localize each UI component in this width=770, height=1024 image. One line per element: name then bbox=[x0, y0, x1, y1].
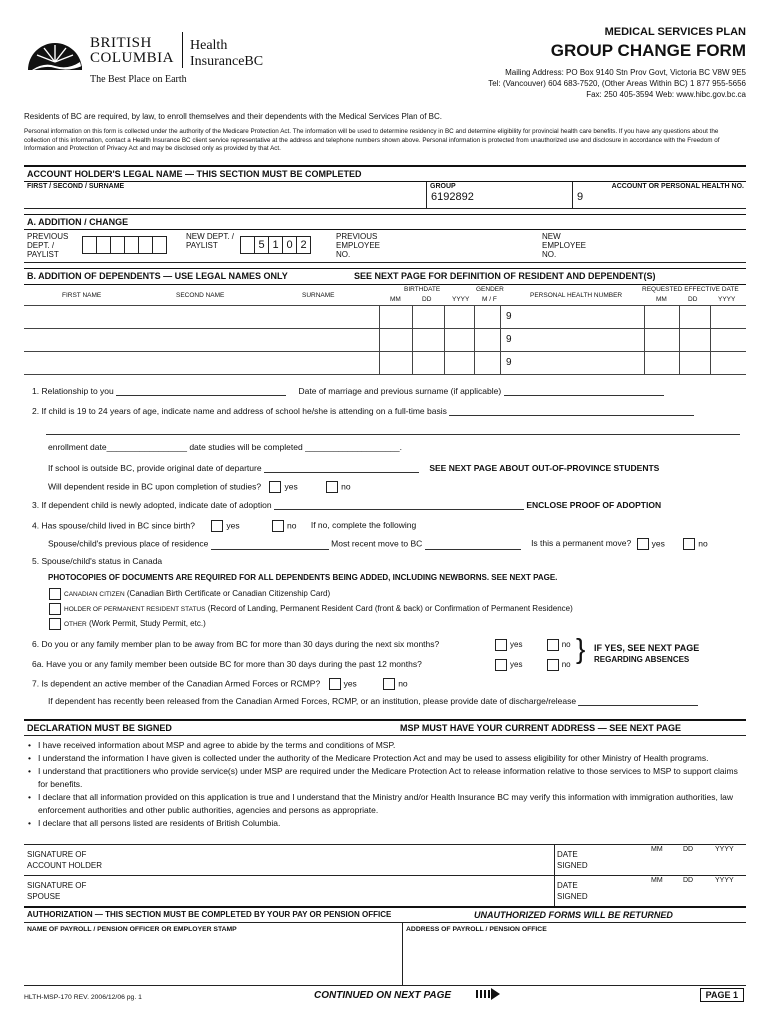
new-dept-digit[interactable] bbox=[241, 237, 255, 254]
col-first-name: FIRST NAME bbox=[62, 292, 102, 299]
outside-label: If school is outside BC, provide original date of departure bbox=[48, 463, 262, 473]
q7-no-checkbox[interactable] bbox=[383, 678, 395, 690]
other-label: OTHER bbox=[64, 621, 87, 629]
col-dd: DD bbox=[422, 296, 432, 303]
adoption-proof-note: ENCLOSE PROOF OF ADOPTION bbox=[526, 500, 662, 510]
telephone: Tel: (Vancouver) 604 683-7520, (Other Areas Within BC) 1 877 955-5656 bbox=[488, 79, 746, 88]
phn-label: ACCOUNT OR PERSONAL HEALTH NO. bbox=[611, 183, 744, 190]
previous-residence bbox=[48, 538, 742, 550]
col-second-name: SECOND NAME bbox=[176, 292, 225, 299]
reside-yes-checkbox[interactable] bbox=[269, 481, 281, 493]
group-label: GROUP bbox=[430, 183, 456, 190]
reside-no-checkbox[interactable] bbox=[326, 481, 338, 493]
phn-field[interactable] bbox=[572, 182, 747, 208]
photocopies-note: PHOTOCOPIES OF DOCUMENTS ARE REQUIRED FOR ALL DEPENDENTS BEING ADDED, INCLUDING NEWBORNS. SEE NEXT PAGE. bbox=[48, 573, 558, 582]
sig-holder-label: SIGNATURE OF ACCOUNT HOLDER bbox=[27, 850, 102, 870]
dependent-row[interactable] bbox=[24, 306, 746, 329]
q2-school bbox=[32, 406, 744, 416]
prev-place-input[interactable] bbox=[211, 549, 329, 550]
col-gender: GENDER bbox=[476, 286, 504, 293]
date-signed-label: DATE SIGNED bbox=[557, 850, 588, 870]
q4-label: 4. Has spouse/child lived in BC since birth? bbox=[32, 520, 195, 531]
yes-label: yes bbox=[510, 660, 523, 670]
spouse-signature-field[interactable] bbox=[124, 876, 554, 906]
col-req-yyyy: YYYY bbox=[718, 296, 736, 303]
col-yyyy: YYYY bbox=[452, 296, 470, 303]
privacy-notice: Personal information on this form is collected under the authority of the Medicare Protection Act. The information will be used to determine residency in BC and determine eligibility for provincial health care benefits. If you have any questions about the collection of this information, contact a Health Insurance BC client service representative at the address and telephone numbers shown above. Personal information is protected from unauthorized use and disclosure in accordance with the Freedom of Information and Protection of Privacy Act and may be disclosed only as provided by that Act. bbox=[24, 128, 720, 152]
new-dept-digit[interactable]: 1 bbox=[269, 237, 283, 254]
form-code: HLTH-MSP-170 REV. 2006/12/06 pg. 1 bbox=[24, 994, 142, 1001]
declaration-item: • I declare that all information provided on this application is true and I understand that the Ministry and/or Health Insurance BC may verify this information with immigration authorities, law enforcement authorities and other public authorities, agencies and persons as appropriate. bbox=[38, 791, 746, 817]
payroll-officer-field[interactable] bbox=[24, 923, 402, 985]
plan-name: MEDICAL SERVICES PLAN bbox=[604, 26, 746, 38]
pr-checkbox[interactable] bbox=[49, 603, 61, 615]
name-label: FIRST / SECOND / SURNAME bbox=[27, 183, 125, 190]
q6a-label: 6a. Have you or any family member been outside BC for more than 30 days during the past 12 months? bbox=[32, 659, 422, 669]
form-title: GROUP CHANGE FORM bbox=[550, 41, 746, 60]
dd-label: DD bbox=[683, 877, 694, 884]
phn-value: 9 bbox=[577, 191, 584, 203]
q6a-options bbox=[492, 659, 571, 671]
dd-label: DD bbox=[683, 846, 694, 853]
reside-question bbox=[48, 481, 351, 493]
bc-logo bbox=[24, 30, 304, 90]
no-label: no bbox=[341, 481, 351, 492]
dependent-phn[interactable]: 9 bbox=[506, 311, 512, 322]
new-dept-digit[interactable]: 2 bbox=[297, 237, 311, 254]
school-input-line2[interactable] bbox=[46, 434, 740, 435]
payroll-address-field[interactable] bbox=[402, 923, 747, 985]
holder-signature-field[interactable] bbox=[124, 845, 554, 875]
dependent-row[interactable] bbox=[24, 352, 746, 375]
yes-label: yes bbox=[226, 520, 240, 531]
marriage-date-input[interactable] bbox=[504, 395, 664, 396]
logo-line2: COLUMBIA bbox=[90, 50, 175, 66]
declaration-list bbox=[24, 739, 746, 830]
holder-date-field[interactable] bbox=[554, 845, 747, 875]
permanent-yes-checkbox[interactable] bbox=[637, 538, 649, 550]
yes-label: yes bbox=[651, 538, 665, 549]
account-header: ACCOUNT HOLDER'S LEGAL NAME — THIS SECTION MUST BE COMPLETED bbox=[24, 165, 746, 182]
account-name-field[interactable] bbox=[24, 194, 424, 208]
section-a-header: A. ADDITION / CHANGE bbox=[24, 214, 746, 230]
spouse-date-field[interactable] bbox=[554, 876, 747, 906]
declaration-header: DECLARATION MUST BE SIGNED bbox=[27, 723, 172, 733]
new-dept-cells[interactable] bbox=[240, 236, 311, 254]
no-label: no bbox=[286, 520, 297, 531]
other-checkbox[interactable] bbox=[49, 618, 61, 630]
q6-label: 6. Do you or any family member plan to be away from BC for more than 30 days during the next six months? bbox=[32, 639, 440, 649]
fax-web: Fax: 250 405-3594 Web: www.hibc.gov.bc.ca bbox=[586, 90, 746, 99]
declaration-item: • I declare that all persons listed are residents of British Columbia. bbox=[38, 817, 746, 830]
q1-label: 1. Relationship to you bbox=[32, 386, 114, 396]
q7-label: 7. Is dependent an active member of the Canadian Armed Forces or RCMP? bbox=[32, 678, 321, 689]
continued-note: CONTINUED ON NEXT PAGE bbox=[314, 990, 452, 1001]
no-label: no bbox=[561, 640, 571, 650]
declaration-item: • I understand the information I have given is collected under the authority of the Medicare Protection Act and may be used to assess eligibility for other Ministry of Health programs. bbox=[38, 752, 746, 765]
q5-label: 5. Spouse/child's status in Canada bbox=[32, 556, 163, 566]
q6-yes-checkbox[interactable] bbox=[495, 639, 507, 651]
arrow-right-icon bbox=[476, 988, 500, 1000]
permanent-no-checkbox[interactable] bbox=[683, 538, 695, 550]
dependents-table bbox=[24, 305, 746, 375]
address-note: MSP MUST HAVE YOUR CURRENT ADDRESS — SEE NEXT PAGE bbox=[400, 723, 682, 733]
absences-note-2: REGARDING ABSENCES bbox=[594, 655, 690, 664]
mailing-address: Mailing Address: PO Box 9140 Stn Prov Govt, Victoria BC V8W 9E5 bbox=[505, 68, 746, 77]
no-label: no bbox=[398, 678, 408, 689]
holder-signature-row bbox=[24, 845, 746, 876]
new-emp-label: NEW EMPLOYEE NO. bbox=[542, 232, 587, 259]
payroll-name-label: NAME OF PAYROLL / PENSION OFFICER OR EMPLOYER STAMP bbox=[27, 926, 237, 933]
discharge-label: If dependent has recently been released from the Canadian Armed Forces, RCMP, or an institution, please provide date of discharge/release bbox=[48, 696, 577, 706]
citizen-label: CANADIAN CITIZEN bbox=[64, 591, 125, 599]
logo-tagline: The Best Place on Earth bbox=[90, 74, 187, 85]
group-field[interactable] bbox=[426, 182, 572, 208]
no-label: no bbox=[698, 538, 708, 549]
dependent-phn[interactable]: 9 bbox=[506, 357, 512, 368]
pr-label: HOLDER OF PERMANENT RESIDENT STATUS bbox=[64, 606, 206, 614]
status-other bbox=[46, 618, 206, 630]
q2-label: 2. If child is 19 to 24 years of age, indicate name and address of school he/she is attending on a full-time basis bbox=[32, 406, 447, 416]
recent-move-label: Most recent move to BC bbox=[331, 538, 423, 549]
yes-label: yes bbox=[284, 481, 298, 492]
sig-spouse-label: SIGNATURE OF SPOUSE bbox=[27, 881, 87, 901]
q4-lived-in-bc bbox=[32, 520, 416, 532]
logo-insurance: InsuranceBC bbox=[190, 54, 264, 69]
reside-label: Will dependent reside in BC upon completion of studies? bbox=[48, 481, 262, 492]
departure-input[interactable] bbox=[264, 472, 419, 473]
group-value: 6192892 bbox=[431, 191, 474, 203]
new-dept-label: NEW DEPT. / PAYLIST bbox=[186, 232, 235, 250]
discharge-date bbox=[48, 696, 742, 706]
new-dept-digit[interactable]: 5 bbox=[255, 237, 269, 254]
q4-no-checkbox[interactable] bbox=[272, 520, 284, 532]
discharge-input[interactable] bbox=[578, 705, 698, 706]
q7-armed-forces bbox=[32, 678, 408, 690]
q6-away bbox=[32, 639, 439, 649]
citizen-checkbox[interactable] bbox=[49, 588, 61, 600]
q7-yes-checkbox[interactable] bbox=[329, 678, 341, 690]
status-permanent-resident bbox=[46, 603, 573, 615]
prev-emp-field[interactable] bbox=[389, 234, 539, 258]
sun-logo-icon bbox=[24, 32, 86, 72]
q4b-label: If no, complete the following bbox=[310, 520, 417, 531]
page-number: PAGE 1 bbox=[700, 988, 744, 1002]
yes-label: yes bbox=[510, 640, 523, 650]
citizen-docs: (Canadian Birth Certificate or Canadian Citizenship Card) bbox=[124, 589, 331, 599]
q1-relationship bbox=[32, 386, 664, 396]
declaration-item: • I understand that practitioners who provide service(s) under MSP are required under the Medicare Protection Act to release information relative to those services to MSP to support claims for benefits. bbox=[38, 765, 746, 791]
dependent-row[interactable] bbox=[24, 329, 746, 352]
date-signed-label: DATE SIGNED bbox=[557, 881, 588, 901]
other-docs: (Work Permit, Study Permit, etc.) bbox=[86, 619, 206, 629]
absences-note-1: IF YES, SEE NEXT PAGE bbox=[594, 643, 700, 653]
see-next-definition: SEE NEXT PAGE FOR DEFINITION OF RESIDENT AND DEPENDENT(S) bbox=[354, 271, 656, 281]
prev-dept-cells[interactable] bbox=[82, 236, 167, 254]
school-input[interactable] bbox=[449, 415, 694, 416]
adoption-date-input[interactable] bbox=[274, 509, 524, 510]
logo-divider bbox=[182, 32, 183, 68]
q3-label: 3. If dependent child is newly adopted, indicate date of adoption bbox=[32, 500, 272, 510]
declaration-item: • I have received information about MSP and agree to abide by the terms and conditions of MSP. bbox=[38, 739, 746, 752]
section-b-header: B. ADDITION OF DEPENDENTS — USE LEGAL NAMES ONLY bbox=[27, 271, 288, 281]
logo-health: Health bbox=[190, 38, 228, 53]
status-citizen bbox=[46, 588, 330, 600]
col-surname: SURNAME bbox=[302, 292, 335, 299]
q6-options bbox=[492, 639, 571, 651]
new-emp-field[interactable] bbox=[596, 234, 744, 258]
authorization-header: AUTHORIZATION — THIS SECTION MUST BE COMPLETED BY YOUR PAY OR PENSION OFFICE bbox=[27, 910, 392, 919]
residents-note: Residents of BC are required, by law, to enroll themselves and their dependents with the Medical Services Plan of BC. bbox=[24, 112, 442, 121]
spouse-signature-row bbox=[24, 876, 746, 908]
form-page bbox=[24, 22, 746, 1007]
prev-emp-label: PREVIOUS EMPLOYEE NO. bbox=[336, 232, 381, 259]
pr-docs: (Record of Landing, Permanent Resident Card (front & back) or Confirmation of Permanent Residence) bbox=[205, 604, 573, 614]
col-req-dd: DD bbox=[688, 296, 698, 303]
dependent-phn[interactable]: 9 bbox=[506, 334, 512, 345]
q3-adoption bbox=[32, 500, 661, 510]
brace-icon: } bbox=[576, 633, 586, 664]
q6a-no-checkbox[interactable] bbox=[547, 659, 559, 671]
q5-status bbox=[32, 556, 162, 566]
yyyy-label: YYYY bbox=[715, 846, 734, 853]
mm-label: MM bbox=[651, 877, 663, 884]
q1b-label: Date of marriage and previous surname (if applicable) bbox=[298, 386, 502, 396]
col-req-mm: MM bbox=[656, 296, 667, 303]
relationship-input[interactable] bbox=[116, 395, 286, 396]
q4-yes-checkbox[interactable] bbox=[211, 520, 223, 532]
permanent-label: Is this a permanent move? bbox=[531, 538, 632, 549]
col-birthdate: BIRTHDATE bbox=[404, 286, 441, 293]
prev-dept-label: PREVIOUS DEPT. / PAYLIST bbox=[27, 232, 69, 259]
logo-line1: BRITISH bbox=[90, 35, 152, 51]
enrollment-dates[interactable]: enrollment date_________________ date studies will be completed ____________________. bbox=[48, 442, 402, 452]
q6-no-checkbox[interactable] bbox=[547, 639, 559, 651]
mm-label: MM bbox=[651, 846, 663, 853]
recent-move-input[interactable] bbox=[425, 549, 521, 550]
new-dept-digit[interactable]: 0 bbox=[283, 237, 297, 254]
q6a-yes-checkbox[interactable] bbox=[495, 659, 507, 671]
oop-note: SEE NEXT PAGE ABOUT OUT-OF-PROVINCE STUDENTS bbox=[429, 463, 660, 473]
col-phn: PERSONAL HEALTH NUMBER bbox=[530, 292, 623, 299]
col-requested-date: REQUESTED EFFECTIVE DATE bbox=[642, 286, 739, 293]
prev-place-label: Spouse/child's previous place of residence bbox=[48, 538, 209, 549]
col-mm: MM bbox=[390, 296, 401, 303]
no-label: no bbox=[561, 660, 571, 670]
payroll-addr-label: ADDRESS OF PAYROLL / PENSION OFFICE bbox=[406, 926, 547, 933]
q6a-outside bbox=[32, 659, 422, 669]
col-mf: M / F bbox=[482, 296, 497, 303]
unauthorized-warning: UNAUTHORIZED FORMS WILL BE RETURNED bbox=[474, 910, 673, 920]
yyyy-label: YYYY bbox=[715, 877, 734, 884]
yes-label: yes bbox=[343, 678, 357, 689]
departure-date bbox=[48, 463, 738, 473]
